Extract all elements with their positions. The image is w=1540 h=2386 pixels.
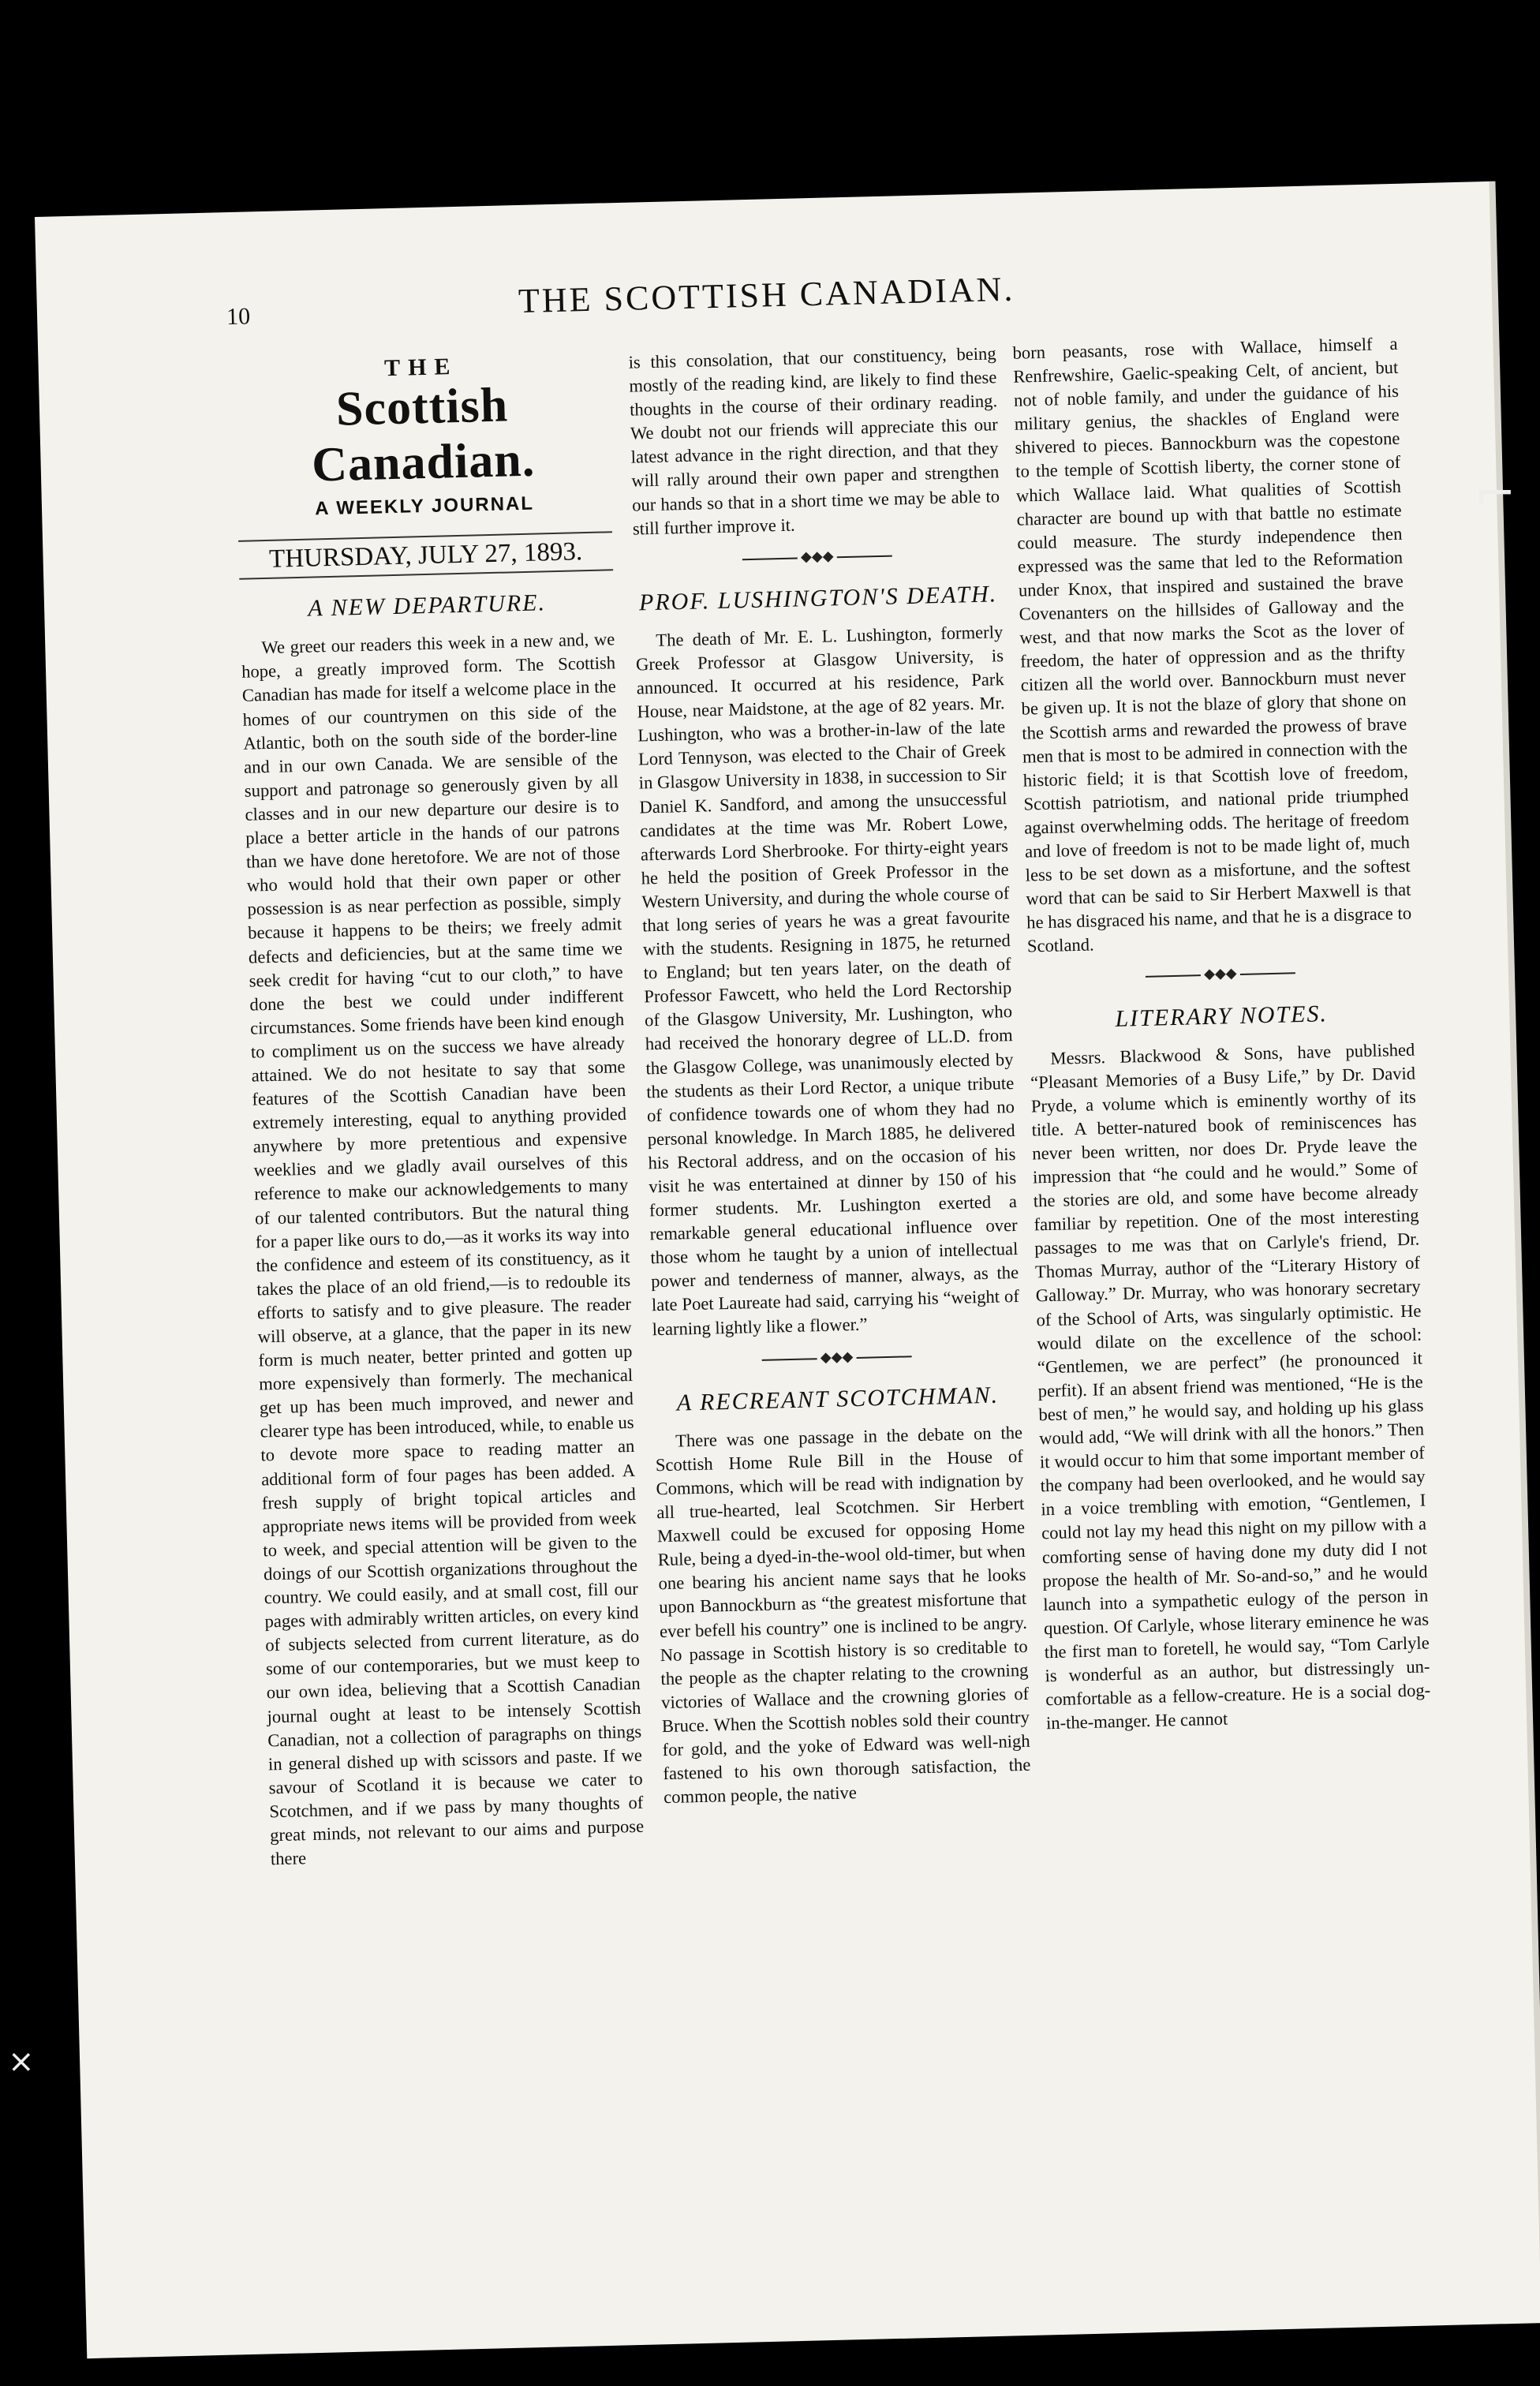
margin-cross-icon: × (8, 2044, 35, 2080)
paragraph: We greet our readers this week in a new and, we hope, a greatly improved form. The Scottish Canadian has made for itself a welcome place in the homes of our countrymen on this side of the Atlantic, both on the south side of the border-line and in our own Canada. We are sensible of the support and patronage so generously given by all classes and in our new departure our desire is to place a better article in the hands of our patrons than we have done heretofore. We are not of those who would hold that their own paper or other possession is as near perfection as possible, simply because it happens to be theirs; we freely admit defects and deficiencies, but at the same time we seek credit for having “cut to our cloth,” to have done the best we could under indifferent circumstances. Some friends have been kind enough to compliment us on the success we have already attained. We do not hesitate to say that some features of the Scottish Canadian have been extremely interesting, equal to anything provided anywhere by more pretentious and expensive weeklies and we gladly avail ourselves of this reference to make our acknowledgements to many of our talented contributors. But the natural thing for a paper like ours to do,—as it works its way into the confidence and esteem of its constituency, as it takes the place of an old friend,—is to redouble its efforts to satisfy and to give pleasure. The reader will observe, at a glance, that the paper in its new form is much neater, better printed and gotten up more expensively than formerly. The mechanical get up has been much improved, and newer and clearer type has been introduced, while, to enable us to devote more space to reading matter an additional form of four pages has been added. A fresh supply of bright topical articles and appropriate news items will be provided from week to week, and special attention will be given to the doings of our Scottish organizations throughout the country. We could easily, and at small cost, fill our pages with admirably written articles, on every kind of subjects selected from current literature, as do some of our contemporaries, but we must keep to our own idea, believing that a Scottish Canadian journal ought at least to be intensely Scottish Canadian, not a collection of paragraphs on things in general dished up with scissors and paste. If we savour of Scotland it is because we cater to Scotchmen, and if we pass by many thoughts of great minds, not relevant to our aims and purpose there (241, 629, 645, 1869)
newspaper-page (35, 181, 1540, 2358)
paragraph: born peasants, rose with Wallace, himself a Renfrewshire, Gaelic-speaking Celt, of ancient, but not of noble family, and under the guidance of his military genius, the shackles of England were shivered to pieces. Bannockburn was the copestone to the temple of Scottish liberty, the corner stone of which Wallace laid. What qualities of Scottish character are bound up with that battle no estimate could measure. The sturdy independence then expressed was the same that led to the Reformation under Knox, that inspired and sustained the brave Covenanters on the hillsides of Galloway and the west, and that now marks the Scot as the lover of freedom, the hater of oppression and as the thrifty citizen all the world over. Bannockburn must never be given up. It is not the blaze of glory that shone on the Scottish arms and rewarded the prowess of brave men that is most to be admired in connection with the historic field; it is that Scottish love of freedom, Scottish patriotism, and national pride triumphed against overwhelming odds. The heritage of freedom and love of freedom is not to be made light of, much less to be set down as a misfortune, and the softest word that can be said to Sir Herbert Maxwell is that he has disgraced his name, and that he is a disgrace to Scotland. (1012, 333, 1412, 956)
running-head: THE SCOTTISH CANADIAN. (518, 269, 1015, 321)
heading-literary: LITERARY NOTES. (1115, 1000, 1329, 1032)
page-number: 10 (226, 303, 251, 331)
column-3 (1012, 332, 1431, 1739)
section-divider: ◆◆◆ (652, 1341, 1021, 1373)
paragraph: is this consolation, that our constituency, being mostly of the reading kind, are likely to find these thoughts in the course of their ordinary reading. We doubt not our friends will appreciate this our latest advance in the right direction, and that they will rally around their own paper and strengthen our hands so that in a short time we may be able to still further improve it. (628, 343, 1000, 539)
section-divider: ◆◆◆ (633, 540, 1001, 572)
dateline: THURSDAY, JULY 27, 1893. (238, 531, 613, 580)
margin-mark-icon: ⌐ (1474, 466, 1516, 524)
masthead (234, 351, 612, 523)
heading-lushington: PROF. LUSHINGTON'S DEATH. (638, 581, 998, 616)
masthead-subtitle: A WEEKLY JOURNAL (314, 492, 535, 520)
column-1 (234, 351, 645, 1874)
masthead-title: Scottish Canadian. (311, 378, 536, 492)
section-divider: ◆◆◆ (1028, 957, 1414, 990)
heading-recreant: A RECREANT SCOTCHMAN. (676, 1382, 1000, 1416)
paragraph: There was one passage in the debate on the Scottish Home Rule Bill in the House of Commons, which will be read with indignation by all true-hearted, leal Scotchmen. Sir Herbert Maxwell could be excused for opposing Home Rule, being a dyed-in-the-wool old-timer, but when one bearing his ancient name says that he looks upon Bannockburn as “the greatest misfortune that ever befell his country” one is inclined to be angry. No passage in Scottish history is so creditable to the people as the chapter relating to the crowning victories of Wallace and the crowning glories of Bruce. When the Scottish nobles sold their country for gold, and the yoke of Edward was well-nigh fastened to his own thorough satisfaction, the common people, the native (655, 1422, 1031, 1808)
masthead-the: THE (383, 353, 458, 382)
paragraph: The death of Mr. E. L. Lushington, formerly Greek Professor at Glasgow University, is announced. It occurred at his residence, Park House, near Maidstone, at the age of 82 years. Mr. Lushington, who was a brother-in-law of the late Lord Tennyson, was elected to the Chair of Greek in Glasgow University in 1838, in succession to Sir Daniel K. Sandford, and among the unsuccessful candidates at the time was Mr. Robert Lowe, afterwards Lord Sherbrooke. For thirty-eight years he held the position of Greek Professor in the Western University, and during the whole course of that long series of years he was a great favourite with the students. Resigning in 1875, he returned to England; but ten years later, on the death of Professor Fawcett, who held the Lord Rectorship of the Glasgow University, Mr. Lushington, who had received the honorary degree of LL.D. from the Glasgow College, was unanimously elected by the students as their Lord Rector, a unique tribute of confidence towards one of whom they had no personal knowledge. In March 1885, he delivered his Rectoral address, and on the occasion of his visit he was entertained at dinner by 150 of his former students. Mr. Lushington exerted a remarkable general educational influence over those whom he taught by a union of intellectual power and tenderness of manner, always, as the late Poet Laureate had said, carrying his “weight of learning lightly like a flower.” (635, 622, 1020, 1339)
heading-new-departure: A NEW DEPARTURE. (307, 589, 547, 622)
paragraph: Messrs. Blackwood & Sons, have published “Pleasant Memories of a Busy Life,” by Dr. David Pryde, a volume which is eminently worthy of its title. A better-natured book of reminiscences has never been written, nor does Dr. Pryde leave the impression that “he could and he would.” Some of the stories are old, and some have become already familiar by repetition. One of the most interesting passages to me was that on Carlyle's friend, Dr. Thomas Murray, author of the “Literary History of Galloway.” Dr. Murray, who was honorary secretary of the School of Arts, was singularly optimistic. He would dilate on the excellence of the school: “Gentlemen, we are perfect” (he pronounced it perfit). If an absent friend was mentioned, “He is the best of men,” he would say, and holding up his glass would add, “We will drink with all the honors.” Then it would occur to him that some important member of the company had been overlooked, and he would say in a voice trembling with emotion, “Gentlemen, I could not lay my head this night on my pillow with a comforting sense of having done my duty did I not propose the health of Mr. So-and-so,” and he would launch into a sympathetic eulogy of the person in question. Of Carlyle, whose literary eminence he was the first man to foretell, he would say, “Tom Carlyle is wonderful as an author, but distressingly un-comfortable as a fellow-creature. He is a social dog-in-the-manger. He cannot (1030, 1039, 1431, 1733)
column-2 (628, 342, 1031, 1812)
